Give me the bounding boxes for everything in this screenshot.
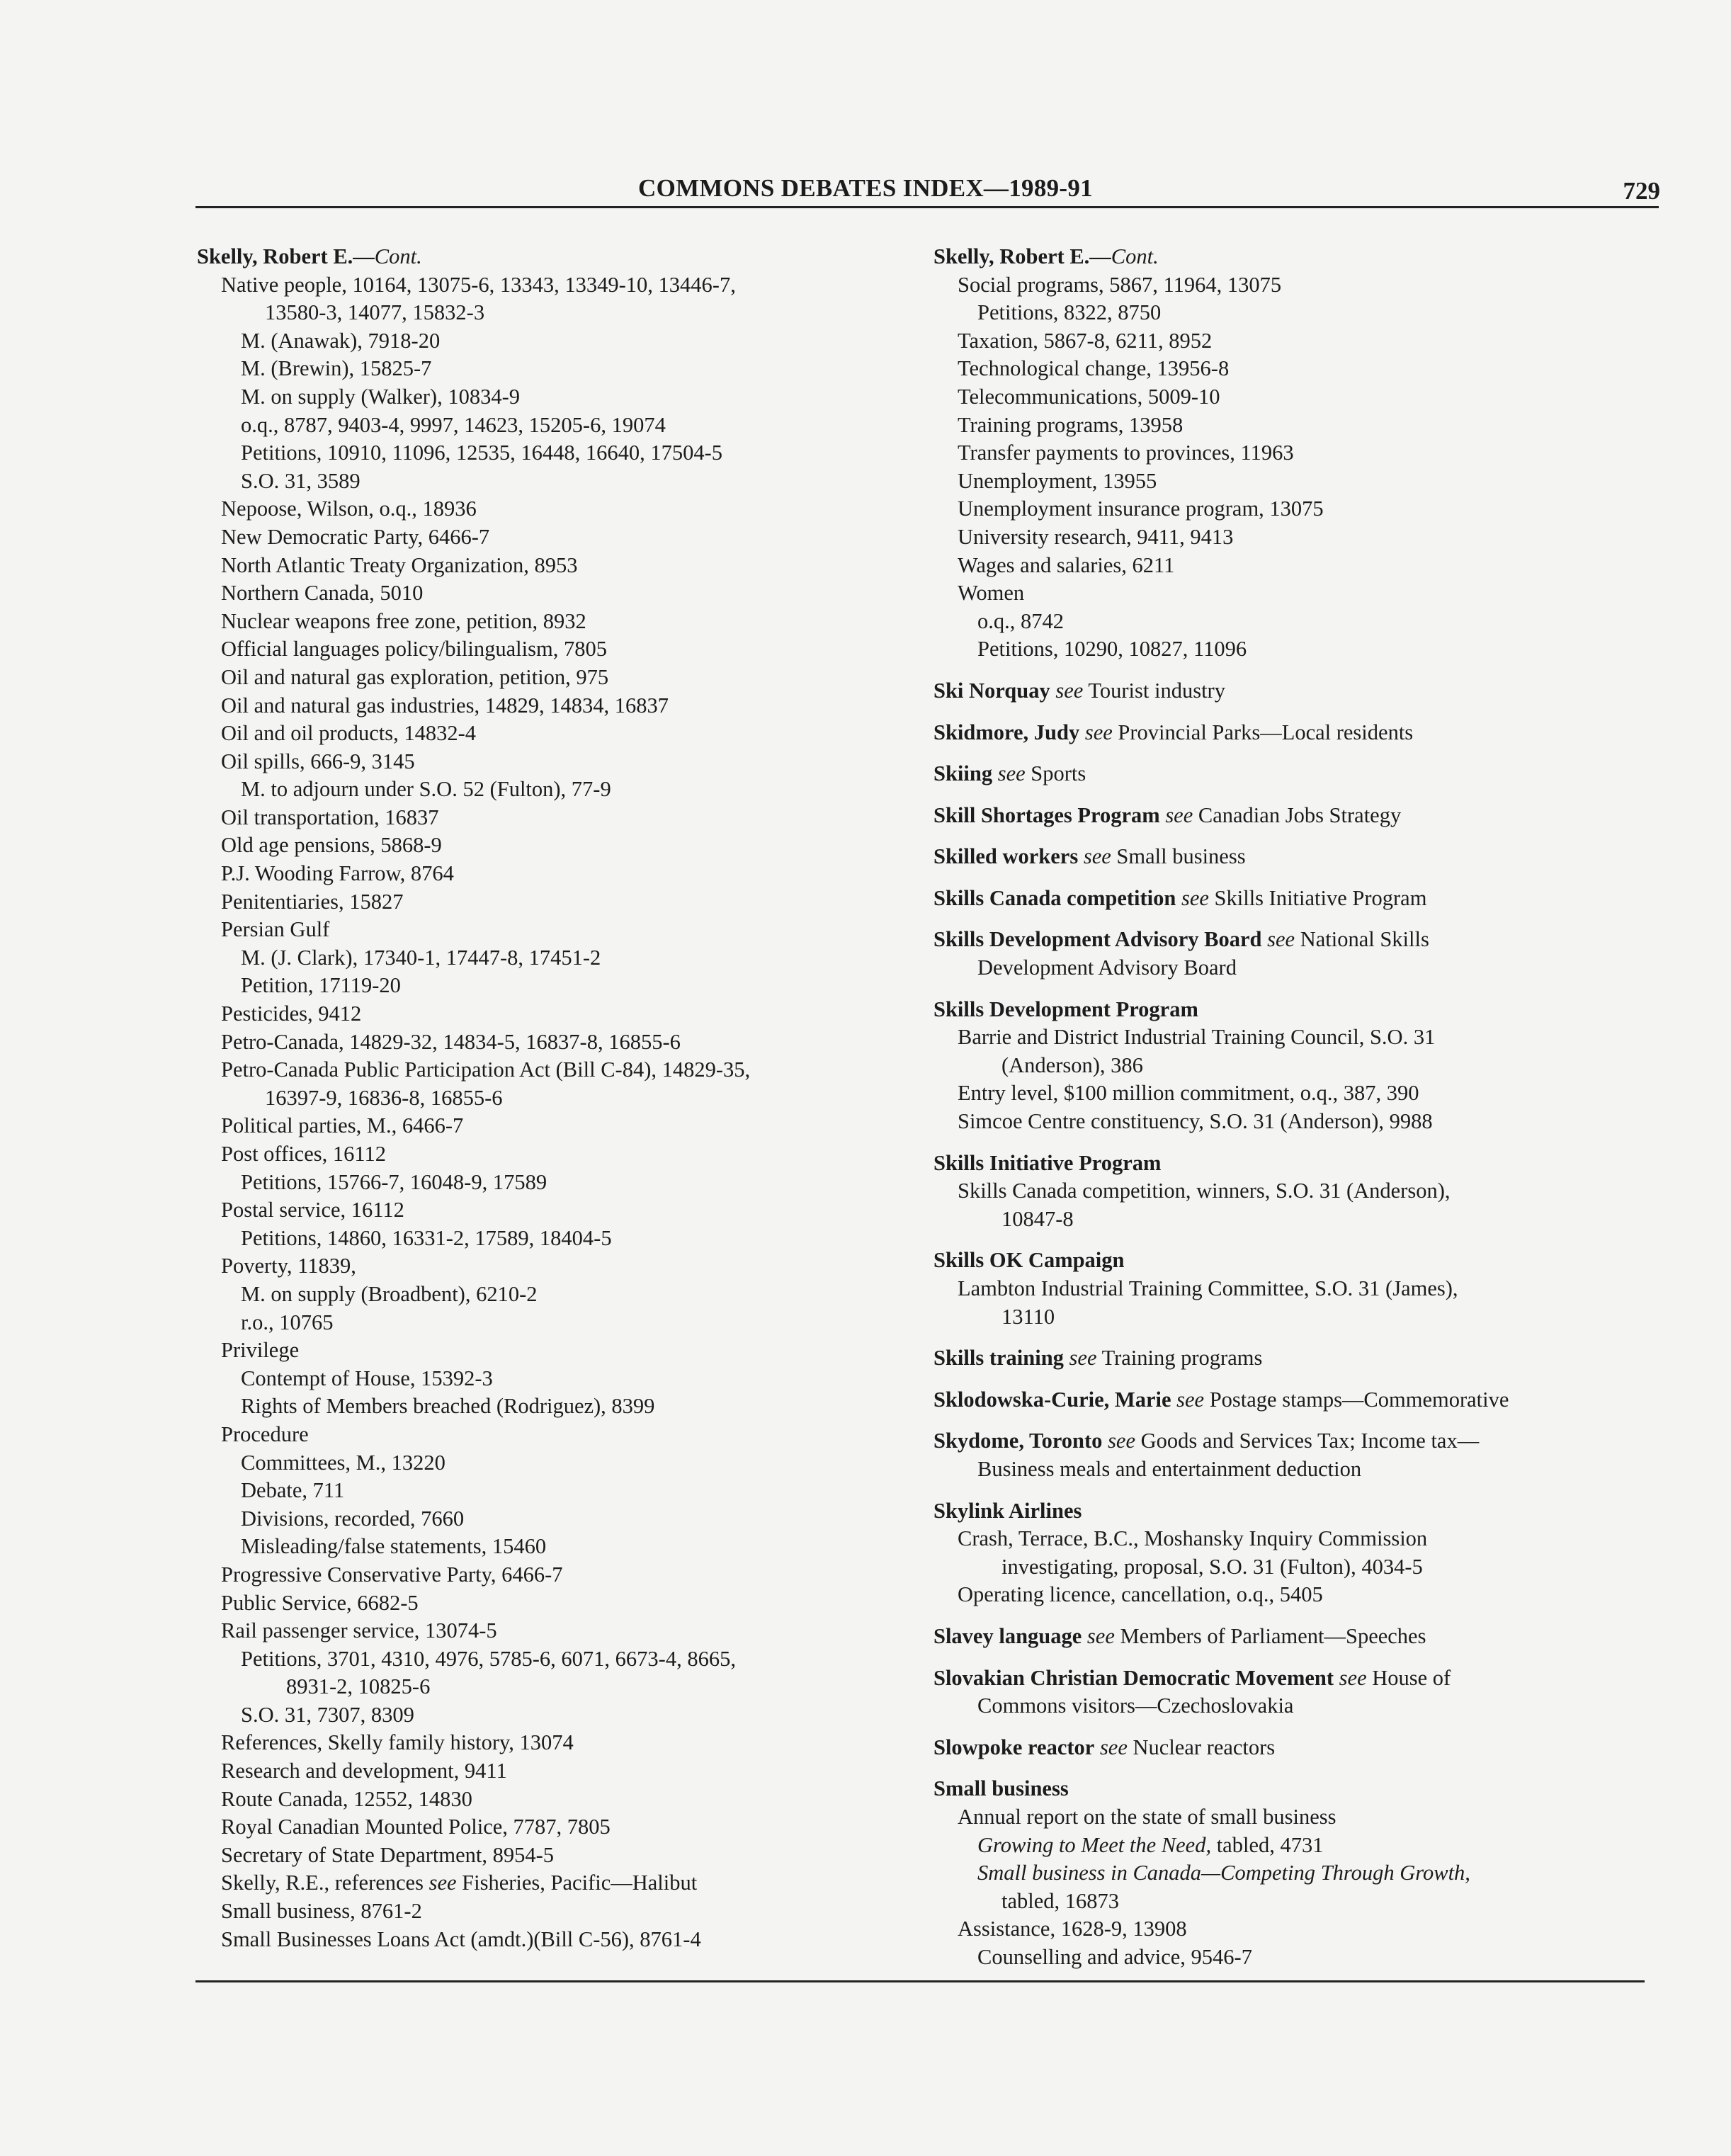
- index-subentry: [197, 467, 905, 496]
- entry-italic-text: see: [1084, 720, 1113, 744]
- entry-text: [1171, 1388, 1177, 1412]
- index-subentry: [197, 383, 905, 412]
- entry-text: Nepoose, Wilson, o.q., 18936: [221, 497, 477, 521]
- entry-text: Petro-Canada Public Participation Act (Bill C-84), 14829-35,: [221, 1057, 751, 1082]
- entry-text: Members of Parliament—Speeches: [1114, 1623, 1426, 1648]
- entry-text: University research, 9411, 9413: [958, 524, 1234, 549]
- entry-italic-text: see: [1176, 1387, 1205, 1412]
- index-subentry: [197, 1561, 905, 1589]
- index-subentry: [197, 579, 905, 608]
- entry-term: Skills training: [933, 1346, 1064, 1371]
- index-subentry: [197, 1028, 905, 1057]
- index-subentry: [197, 1112, 905, 1140]
- index-heading: [933, 926, 1670, 954]
- index-subentry: [933, 1108, 1670, 1136]
- entry-text: [1176, 886, 1181, 910]
- index-subentry: [933, 1944, 1670, 1972]
- entry-text: r.o., 10765: [241, 1310, 334, 1334]
- entry-text: 13580-3, 14077, 15832-3: [265, 300, 485, 325]
- index-heading: [933, 1150, 1670, 1178]
- entry-text: Petro-Canada, 14829-32, 14834-5, 16837-8, 16855-6: [221, 1029, 681, 1054]
- index-heading: [933, 1247, 1670, 1275]
- index-subentry: [197, 944, 905, 972]
- index-subentry: [197, 1421, 905, 1449]
- entry-text: tabled, 4731: [1211, 1832, 1324, 1857]
- entry-text: Goods and Services Tax; Income tax—: [1135, 1429, 1480, 1453]
- index-subentry: [933, 1915, 1670, 1944]
- index-subentry: [197, 1000, 905, 1028]
- entry-text: 16397-9, 16836-8, 16855-6: [265, 1085, 503, 1110]
- entry-text: [1079, 720, 1085, 744]
- entry-italic-text: see: [1086, 1623, 1115, 1648]
- index-subentry: [933, 1692, 1670, 1720]
- index-subentry: [933, 523, 1670, 552]
- entry-text: Postal service, 16112: [221, 1198, 404, 1222]
- entry-italic-text: see: [1267, 927, 1295, 952]
- entry-term: Skiing: [933, 761, 993, 786]
- entry-text: Nuclear reactors: [1127, 1735, 1276, 1759]
- index-subentry: [933, 1525, 1670, 1553]
- index-subentry: [933, 1581, 1670, 1609]
- index-subentry: [933, 1205, 1670, 1234]
- entry-text: Training programs, 13958: [958, 412, 1184, 437]
- index-subentry: [197, 860, 905, 888]
- entry-text: Petition, 17119-20: [241, 973, 401, 998]
- entry-text: Small Businesses Loans Act (amdt.)(Bill C-56), 8761-4: [221, 1927, 701, 1951]
- entry-text: Unemployment, 13955: [958, 468, 1157, 493]
- entry-text: Procedure: [221, 1422, 309, 1446]
- entry-term: Skills Development Advisory Board: [933, 927, 1262, 952]
- entry-italic-text: Cont.: [374, 244, 422, 268]
- entry-text: Small business: [1111, 844, 1246, 869]
- entry-term: Skilled workers: [933, 844, 1079, 869]
- entry-italic-text: see: [1108, 1429, 1136, 1453]
- index-subentry: [933, 635, 1670, 664]
- entry-text: [1261, 927, 1267, 951]
- entry-text: Skills Canada competition, winners, S.O. 31 (Anderson),: [958, 1179, 1451, 1203]
- index-heading: [933, 1734, 1670, 1762]
- entry-text: Petitions, 3701, 4310, 4976, 5785-6, 6071, 6673-4, 8665,: [241, 1646, 736, 1671]
- entry-text: Debate, 711: [241, 1478, 345, 1503]
- entry-term: Skylink Airlines: [933, 1498, 1082, 1523]
- entry-text: Native people, 10164, 13075-6, 13343, 13349-10, 13446-7,: [221, 272, 736, 297]
- entry-text: Postage stamps—Commemorative: [1204, 1387, 1509, 1412]
- index-subentry: [197, 664, 905, 692]
- index-subentry: [933, 1275, 1670, 1303]
- entry-text: (Anderson), 386: [1001, 1053, 1143, 1077]
- page-header-title: COMMONS DEBATES INDEX—1989-91: [638, 174, 1093, 202]
- entry-italic-text: see: [1055, 678, 1084, 703]
- entry-italic-text: see: [1181, 885, 1209, 910]
- entry-text: Tourist industry: [1083, 678, 1225, 703]
- index-subentry: [197, 439, 905, 467]
- entry-text: Petitions, 15766-7, 16048-9, 17589: [241, 1169, 547, 1194]
- entry-text: Pesticides, 9412: [221, 1002, 362, 1026]
- index-subentry: [197, 327, 905, 356]
- index-subentry: [197, 720, 905, 748]
- index-subentry: [197, 1617, 905, 1645]
- entry-text: Official languages policy/bilingualism, 7805: [221, 637, 607, 662]
- entry-text: Commons visitors—Czechoslovakia: [977, 1693, 1294, 1718]
- index-subentry: [197, 748, 905, 776]
- entry-term: Skydome, Toronto: [933, 1429, 1103, 1453]
- entry-text: tabled, 16873: [1001, 1888, 1120, 1913]
- index-column-right: [933, 243, 1670, 1971]
- index-subentry: [197, 1309, 905, 1337]
- entry-term: Sklodowska-Curie, Marie: [933, 1387, 1171, 1412]
- entry-italic-text: Small business in Canada—Competing Through Growth,: [977, 1861, 1470, 1885]
- index-heading: [933, 1775, 1670, 1803]
- entry-term: Skills OK Campaign: [933, 1248, 1125, 1273]
- entry-text: New Democratic Party, 6466-7: [221, 524, 490, 549]
- entry-text: Oil transportation, 16837: [221, 805, 439, 829]
- entry-text: [1094, 1735, 1100, 1759]
- entry-text: House of: [1366, 1665, 1451, 1690]
- entry-term: Small business: [933, 1776, 1069, 1801]
- index-column-left: [197, 243, 905, 1953]
- entry-italic-text: see: [1165, 802, 1193, 827]
- index-heading: [933, 1344, 1670, 1373]
- entry-text: o.q., 8787, 9403-4, 9997, 14623, 15205-6, 19074: [241, 412, 666, 437]
- entry-text: Secretary of State Department, 8954-5: [221, 1842, 555, 1867]
- entry-text: Taxation, 5867-8, 6211, 8952: [958, 328, 1213, 353]
- entry-text: Petitions, 14860, 16331-2, 17589, 18404-5: [241, 1225, 612, 1250]
- index-subentry: [197, 1813, 905, 1842]
- entry-term: —: [1089, 244, 1111, 268]
- entry-text: Political parties, M., 6466-7: [221, 1113, 464, 1138]
- index-heading: [933, 243, 1670, 271]
- index-subentry: [197, 1392, 905, 1421]
- entry-italic-text: Growing to Meet the Need,: [977, 1832, 1212, 1857]
- entry-text: Route Canada, 12552, 14830: [221, 1786, 472, 1811]
- index-subentry: [197, 1589, 905, 1618]
- index-subentry: [933, 552, 1670, 580]
- index-subentry: [197, 692, 905, 720]
- index-heading: [933, 719, 1670, 747]
- entry-text: Rights of Members breached (Rodriguez), 8399: [241, 1394, 655, 1419]
- index-subentry: [197, 804, 905, 832]
- index-subentry: [197, 523, 905, 552]
- entry-text: Old age pensions, 5868-9: [221, 833, 442, 858]
- entry-text: Persian Gulf: [221, 917, 330, 942]
- entry-text: Barrie and District Industrial Training Council, S.O. 31: [958, 1025, 1436, 1050]
- entry-text: M. to adjourn under S.O. 52 (Fulton), 77-9: [241, 777, 611, 802]
- entry-term: Slowpoke reactor: [933, 1735, 1095, 1759]
- entry-term: Skidmore, Judy: [933, 720, 1080, 744]
- entry-text: Women: [958, 581, 1025, 606]
- entry-text: Oil and oil products, 14832-4: [221, 721, 477, 746]
- entry-text: M. on supply (Walker), 10834-9: [241, 384, 520, 409]
- entry-text: 10847-8: [1001, 1206, 1074, 1231]
- entry-text: Provincial Parks—Local residents: [1112, 720, 1414, 744]
- entry-text: Rail passenger service, 13074-5: [221, 1618, 497, 1643]
- entry-text: Entry level, $100 million commitment, o.q., 387, 390: [958, 1081, 1419, 1106]
- entry-text: Transfer payments to provinces, 11963: [958, 441, 1294, 465]
- entry-text: Assistance, 1628-9, 13908: [958, 1917, 1187, 1941]
- index-heading: [933, 677, 1670, 705]
- entry-text: Fisheries, Pacific—Halibut: [456, 1871, 698, 1895]
- entry-text: National Skills: [1295, 927, 1429, 952]
- entry-term: Skills Development Program: [933, 997, 1198, 1021]
- entry-term: Skills Canada competition: [933, 885, 1176, 910]
- index-subentry: [933, 1803, 1670, 1832]
- index-subentry: [933, 1303, 1670, 1332]
- entry-text: Petitions, 10910, 11096, 12535, 16448, 16640, 17504-5: [241, 441, 723, 465]
- entry-italic-text: see: [429, 1871, 457, 1895]
- index-subentry: [197, 776, 905, 804]
- index-subentry: [197, 552, 905, 580]
- entry-text: o.q., 8742: [977, 608, 1064, 633]
- index-subentry: [197, 888, 905, 917]
- entry-text: Skills Initiative Program: [1208, 885, 1427, 910]
- entry-text: Social programs, 5867, 11964, 13075: [958, 272, 1282, 297]
- entry-text: Privilege: [221, 1338, 300, 1363]
- entry-text: [1064, 1346, 1069, 1370]
- entry-text: M. (Brewin), 15825-7: [241, 356, 432, 381]
- index-heading: [933, 802, 1670, 830]
- index-subentry: [197, 1729, 905, 1757]
- entry-term: Slavey language: [933, 1623, 1082, 1648]
- entry-term: Ski Norquay: [933, 678, 1050, 703]
- entry-text: Counselling and advice, 9546-7: [977, 1944, 1252, 1969]
- index-subentry: [933, 1079, 1670, 1108]
- index-subentry: [933, 1832, 1670, 1860]
- index-heading: [933, 1623, 1670, 1651]
- index-subentry: [197, 1533, 905, 1561]
- entry-text: Oil spills, 666-9, 3145: [221, 749, 415, 773]
- index-subentry: [933, 327, 1670, 356]
- index-subentry: [933, 608, 1670, 636]
- index-subentry: [933, 954, 1670, 982]
- index-subentry: [197, 1842, 905, 1870]
- entry-text: Petitions, 8322, 8750: [977, 300, 1162, 325]
- index-subentry: [197, 1196, 905, 1225]
- index-subentry: [197, 1757, 905, 1786]
- index-subentry: [197, 916, 905, 944]
- index-subentry: [197, 1673, 905, 1701]
- entry-text: [1082, 1624, 1087, 1648]
- index-subentry: [197, 1897, 905, 1926]
- index-subentry: [197, 1701, 905, 1730]
- entry-text: Contempt of House, 15392-3: [241, 1366, 493, 1390]
- index-subentry: [197, 1169, 905, 1197]
- entry-text: Crash, Terrace, B.C., Moshansky Inquiry Commission: [958, 1526, 1428, 1551]
- entry-text: S.O. 31, 3589: [241, 468, 361, 493]
- entry-text: Small business, 8761-2: [221, 1899, 422, 1924]
- index-heading: [933, 1497, 1670, 1526]
- entry-term: Slovakian Christian Democratic Movement: [933, 1665, 1334, 1690]
- index-subentry: [197, 1337, 905, 1365]
- index-subentry: [197, 1477, 905, 1505]
- entry-text: North Atlantic Treaty Organization, 8953: [221, 552, 578, 577]
- entry-italic-text: see: [997, 761, 1026, 786]
- index-heading: [197, 243, 905, 271]
- entry-text: Telecommunications, 5009-10: [958, 384, 1220, 409]
- entry-text: Committees, M., 13220: [241, 1450, 445, 1475]
- index-subentry: [197, 1252, 905, 1281]
- index-subentry: [933, 1888, 1670, 1916]
- entry-term: Skelly, Robert E.: [933, 244, 1090, 268]
- index-subentry: [197, 635, 905, 664]
- entry-text: Nuclear weapons free zone, petition, 8932: [221, 608, 586, 633]
- index-heading: [933, 885, 1670, 913]
- entry-italic-text: Cont.: [1111, 244, 1159, 268]
- entry-italic-text: see: [1339, 1665, 1367, 1690]
- index-subentry: [197, 271, 905, 300]
- index-subentry: [197, 1281, 905, 1309]
- index-subentry: [197, 1365, 905, 1393]
- index-subentry: [933, 299, 1670, 327]
- entry-italic-text: see: [1083, 844, 1111, 869]
- index-subentry: [933, 1553, 1670, 1582]
- entry-text: Royal Canadian Mounted Police, 7787, 7805: [221, 1815, 611, 1839]
- index-subentry: [197, 1225, 905, 1253]
- entry-term: Skills Initiative Program: [933, 1150, 1162, 1175]
- entry-text: Progressive Conservative Party, 6466-7: [221, 1562, 563, 1587]
- index-subentry: [197, 972, 905, 1000]
- entry-text: Misleading/false statements, 15460: [241, 1534, 547, 1559]
- entry-text: Skelly, R.E., references: [221, 1871, 429, 1895]
- entry-text: [1334, 1666, 1339, 1690]
- index-heading: [933, 996, 1670, 1024]
- index-heading: [933, 1427, 1670, 1456]
- header-rule: [195, 206, 1659, 208]
- entry-italic-text: see: [1069, 1346, 1097, 1371]
- index-subentry: [197, 1505, 905, 1533]
- entry-text: M. on supply (Broadbent), 6210-2: [241, 1281, 538, 1306]
- index-subentry: [197, 1056, 905, 1084]
- index-subentry: [197, 832, 905, 860]
- entry-text: Unemployment insurance program, 13075: [958, 497, 1324, 521]
- entry-text: Oil and natural gas industries, 14829, 14834, 16837: [221, 693, 669, 717]
- entry-text: Training programs: [1096, 1346, 1263, 1371]
- index-subentry: [197, 1449, 905, 1477]
- index-subentry: [933, 1456, 1670, 1484]
- entry-text: Public Service, 6682-5: [221, 1590, 419, 1615]
- entry-text: P.J. Wooding Farrow, 8764: [221, 861, 454, 886]
- entry-text: Post offices, 16112: [221, 1142, 386, 1166]
- index-subentry: [933, 1177, 1670, 1205]
- index-subentry: [933, 579, 1670, 608]
- index-subentry: [933, 467, 1670, 496]
- index-subentry: [197, 495, 905, 523]
- entry-text: Penitentiaries, 15827: [221, 889, 404, 914]
- index-subentry: [933, 383, 1670, 412]
- footer-rule: [195, 1980, 1645, 1982]
- index-subentry: [933, 1859, 1670, 1888]
- index-subentry: [933, 439, 1670, 467]
- index-heading: [933, 1386, 1670, 1414]
- index-subentry: [933, 355, 1670, 383]
- entry-text: Operating licence, cancellation, o.q., 5405: [958, 1582, 1323, 1607]
- index-subentry: [933, 1023, 1670, 1052]
- index-subentry: [933, 271, 1670, 300]
- page-number: 729: [1623, 177, 1660, 205]
- entry-text: References, Skelly family history, 13074: [221, 1730, 574, 1755]
- entry-text: 8931-2, 10825-6: [286, 1674, 431, 1699]
- entry-text: Annual report on the state of small business: [958, 1804, 1336, 1829]
- index-subentry: [197, 355, 905, 383]
- index-subentry: [933, 1052, 1670, 1080]
- index-heading: [933, 1664, 1670, 1693]
- entry-text: S.O. 31, 7307, 8309: [241, 1702, 414, 1727]
- entry-text: Northern Canada, 5010: [221, 581, 424, 606]
- entry-text: Divisions, recorded, 7660: [241, 1506, 465, 1531]
- entry-italic-text: see: [1099, 1735, 1128, 1759]
- index-subentry: [197, 299, 905, 327]
- entry-text: 13110: [1001, 1304, 1055, 1329]
- index-subentry: [933, 412, 1670, 440]
- entry-term: Skelly, Robert E.: [197, 244, 353, 268]
- index-subentry: [197, 1140, 905, 1169]
- index-subentry: [197, 412, 905, 440]
- entry-text: Sports: [1025, 761, 1086, 786]
- entry-text: Poverty, 11839,: [221, 1254, 356, 1278]
- entry-text: [1078, 844, 1084, 868]
- entry-term: —: [353, 244, 375, 268]
- index-subentry: [197, 1869, 905, 1897]
- entry-text: Canadian Jobs Strategy: [1193, 802, 1402, 827]
- entry-text: [992, 761, 998, 785]
- entry-text: investigating, proposal, S.O. 31 (Fulton), 4034-5: [1001, 1554, 1423, 1579]
- entry-text: Research and development, 9411: [221, 1759, 507, 1783]
- entry-text: M. (Anawak), 7918-20: [241, 328, 441, 353]
- index-subentry: [197, 1786, 905, 1814]
- entry-text: Business meals and entertainment deduction: [977, 1456, 1362, 1481]
- entry-text: M. (J. Clark), 17340-1, 17447-8, 17451-2: [241, 945, 601, 970]
- index-heading: [933, 843, 1670, 871]
- index-subentry: [197, 1926, 905, 1954]
- entry-text: Simcoe Centre constituency, S.O. 31 (Anderson), 9988: [958, 1109, 1433, 1134]
- entry-text: Oil and natural gas exploration, petition, 975: [221, 664, 609, 689]
- index-heading: [933, 760, 1670, 788]
- entry-text: Lambton Industrial Training Committee, S.O. 31 (James),: [958, 1276, 1458, 1300]
- entry-text: Petitions, 10290, 10827, 11096: [977, 637, 1247, 662]
- entry-term: Skill Shortages Program: [933, 802, 1160, 827]
- index-subentry: [933, 495, 1670, 523]
- entry-text: [1102, 1429, 1108, 1453]
- entry-text: Wages and salaries, 6211: [958, 552, 1175, 577]
- entry-text: Development Advisory Board: [977, 955, 1237, 980]
- index-subentry: [197, 608, 905, 636]
- index-subentry: [197, 1084, 905, 1113]
- index-subentry: [197, 1645, 905, 1674]
- entry-text: Technological change, 13956-8: [958, 356, 1230, 381]
